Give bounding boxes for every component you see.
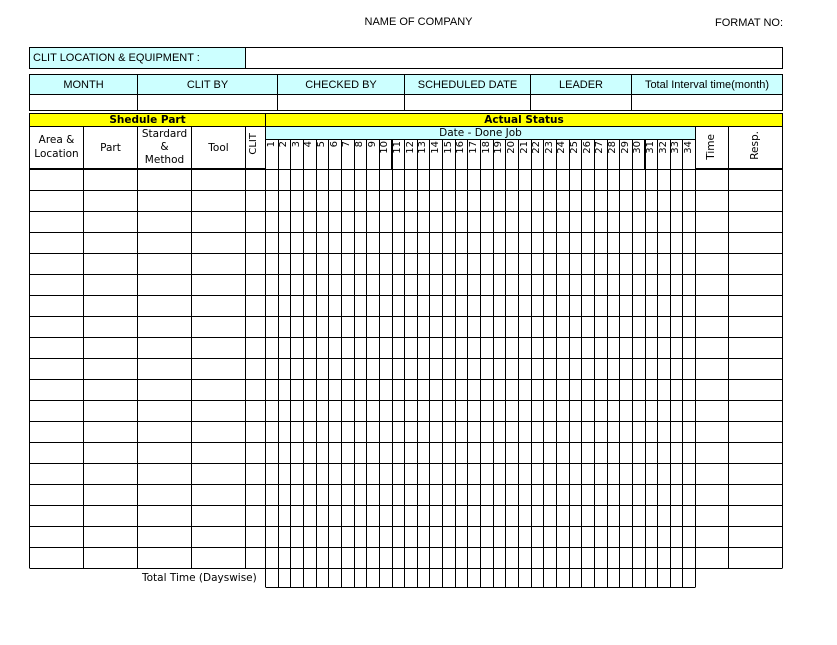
day-number: 15	[442, 141, 454, 154]
method-cell[interactable]	[138, 212, 191, 232]
resp-cell[interactable]	[729, 317, 782, 337]
area-cell[interactable]	[30, 191, 83, 211]
day-number: 13	[417, 141, 429, 154]
area-cell[interactable]	[30, 317, 83, 337]
day-number: 33	[670, 141, 682, 154]
part-cell[interactable]	[84, 212, 137, 232]
method-cell[interactable]	[138, 401, 191, 421]
day-number: 25	[569, 141, 581, 154]
day-number: 1	[265, 141, 277, 148]
day-number: 5	[316, 141, 328, 148]
time-cell[interactable]	[696, 380, 728, 400]
time-cell[interactable]	[696, 464, 728, 484]
clit-header-label: CLIT	[248, 133, 259, 155]
time-cell[interactable]	[696, 548, 728, 568]
day-number: 24	[556, 141, 568, 154]
tool-cell[interactable]	[192, 527, 245, 547]
tool-cell[interactable]	[192, 401, 245, 421]
area-location-header: Area & Location	[29, 126, 84, 169]
tool-cell[interactable]	[192, 338, 245, 358]
area-cell[interactable]	[30, 338, 83, 358]
clit-cell[interactable]	[246, 443, 265, 463]
method-cell[interactable]	[138, 296, 191, 316]
day-number: 28	[607, 141, 619, 154]
day-number: 11	[392, 141, 403, 154]
tool-cell[interactable]	[192, 548, 245, 568]
month-header: MONTH	[29, 74, 138, 95]
part-cell[interactable]	[84, 170, 137, 190]
checked-by-header: CHECKED BY	[277, 74, 405, 95]
area-cell[interactable]	[30, 233, 83, 253]
time-cell[interactable]	[696, 254, 728, 274]
method-cell[interactable]	[138, 338, 191, 358]
resp-header-label: Resp.	[749, 131, 761, 160]
day-number: 23	[543, 141, 555, 154]
tool-cell[interactable]	[192, 170, 245, 190]
resp-cell[interactable]	[729, 422, 782, 442]
part-cell[interactable]	[84, 464, 137, 484]
area-cell[interactable]	[30, 422, 83, 442]
method-cell[interactable]	[138, 422, 191, 442]
clit-cell[interactable]	[246, 359, 265, 379]
tool-cell[interactable]	[192, 380, 245, 400]
part-cell[interactable]	[84, 254, 137, 274]
clit-cell[interactable]	[246, 422, 265, 442]
resp-cell[interactable]	[729, 191, 782, 211]
tool-cell[interactable]	[192, 296, 245, 316]
day-number: 12	[404, 141, 416, 154]
day-number: 32	[657, 141, 669, 154]
part-cell[interactable]	[84, 506, 137, 526]
area-cell[interactable]	[30, 254, 83, 274]
part-cell[interactable]	[84, 443, 137, 463]
method-cell[interactable]	[138, 443, 191, 463]
resp-cell[interactable]	[729, 380, 782, 400]
resp-cell[interactable]	[729, 338, 782, 358]
area-cell[interactable]	[30, 359, 83, 379]
part-cell[interactable]	[84, 422, 137, 442]
location-label: CLIT LOCATION & EQUIPMENT :	[29, 47, 246, 69]
part-cell[interactable]	[84, 401, 137, 421]
tool-cell[interactable]	[192, 317, 245, 337]
clit-cell[interactable]	[246, 485, 265, 505]
part-cell[interactable]	[84, 485, 137, 505]
method-cell[interactable]	[138, 548, 191, 568]
day-number: 20	[505, 141, 517, 154]
clit-cell[interactable]	[246, 338, 265, 358]
area-cell[interactable]	[30, 527, 83, 547]
leader-header: LEADER	[530, 74, 632, 95]
tool-cell[interactable]	[192, 359, 245, 379]
standard-line1: Stardard	[141, 127, 188, 140]
day-number: 21	[518, 141, 530, 154]
time-cell[interactable]	[696, 506, 728, 526]
day-number: 4	[303, 141, 315, 148]
total-time-label: Total Time (Dayswise)	[142, 572, 257, 584]
day-number: 6	[328, 141, 340, 148]
clit-cell[interactable]	[246, 170, 265, 190]
day-number: 10	[379, 141, 391, 154]
resp-cell[interactable]	[729, 401, 782, 421]
tool-cell[interactable]	[192, 233, 245, 253]
method-cell[interactable]	[138, 380, 191, 400]
clit-cell[interactable]	[246, 506, 265, 526]
standard-line2: &	[160, 140, 169, 153]
method-cell[interactable]	[138, 527, 191, 547]
area-cell[interactable]	[30, 170, 83, 190]
tool-cell[interactable]	[192, 254, 245, 274]
clit-cell[interactable]	[246, 548, 265, 568]
time-cell[interactable]	[696, 422, 728, 442]
tool-header: Tool	[191, 126, 246, 169]
resp-cell[interactable]	[729, 485, 782, 505]
area-cell[interactable]	[30, 464, 83, 484]
day-number: 16	[455, 141, 467, 154]
part-cell[interactable]	[84, 527, 137, 547]
method-cell[interactable]	[138, 464, 191, 484]
time-cell[interactable]	[696, 338, 728, 358]
day-number: 7	[341, 141, 353, 148]
time-cell[interactable]	[696, 401, 728, 421]
day-number: 22	[531, 141, 543, 154]
schedule-part-header: Shedule Part	[29, 113, 266, 127]
method-cell[interactable]	[138, 254, 191, 274]
company-name: NAME OF COMPANY	[364, 16, 473, 28]
clit-cell[interactable]	[246, 464, 265, 484]
method-cell[interactable]	[138, 191, 191, 211]
day-number: 14	[429, 141, 441, 154]
resp-cell[interactable]	[729, 548, 782, 568]
day-number: 3	[290, 141, 302, 148]
resp-cell[interactable]	[729, 359, 782, 379]
time-cell[interactable]	[696, 443, 728, 463]
clit-cell[interactable]	[246, 527, 265, 547]
day-number: 30	[632, 141, 644, 154]
area-cell[interactable]	[30, 296, 83, 316]
tool-cell[interactable]	[192, 485, 245, 505]
part-cell[interactable]	[84, 275, 137, 295]
area-cell[interactable]	[30, 548, 83, 568]
time-cell[interactable]	[696, 359, 728, 379]
clit-cell[interactable]	[246, 380, 265, 400]
area-cell[interactable]	[30, 485, 83, 505]
part-cell[interactable]	[84, 317, 137, 337]
resp-cell[interactable]	[729, 170, 782, 190]
resp-cell[interactable]	[729, 233, 782, 253]
interval-header: Total Interval time(month)	[631, 74, 783, 95]
day-number: 8	[354, 141, 366, 148]
clit-cell[interactable]	[246, 191, 265, 211]
actual-status-header: Actual Status	[265, 113, 783, 127]
clit-cell[interactable]	[246, 212, 265, 232]
part-header: Part	[83, 126, 138, 169]
time-header-label: Time	[705, 134, 717, 160]
part-cell[interactable]	[84, 296, 137, 316]
method-cell[interactable]	[138, 233, 191, 253]
time-cell[interactable]	[696, 296, 728, 316]
resp-cell[interactable]	[729, 506, 782, 526]
area-cell[interactable]	[30, 401, 83, 421]
day-number: 29	[619, 141, 631, 154]
time-cell[interactable]	[696, 317, 728, 337]
method-cell[interactable]	[138, 317, 191, 337]
clit-cell[interactable]	[246, 233, 265, 253]
resp-cell[interactable]	[729, 464, 782, 484]
tool-cell[interactable]	[192, 443, 245, 463]
area-cell[interactable]	[30, 275, 83, 295]
method-cell[interactable]	[138, 275, 191, 295]
day-number: 34	[682, 141, 694, 154]
time-cell[interactable]	[696, 212, 728, 232]
day-number: 9	[366, 141, 378, 148]
clit-cell[interactable]	[246, 317, 265, 337]
part-cell[interactable]	[84, 233, 137, 253]
day-number: 26	[581, 141, 593, 154]
day-number: 2	[278, 141, 290, 148]
tool-cell[interactable]	[192, 191, 245, 211]
area-cell[interactable]	[30, 506, 83, 526]
area-cell[interactable]	[30, 212, 83, 232]
method-cell[interactable]	[138, 485, 191, 505]
part-cell[interactable]	[84, 359, 137, 379]
tool-cell[interactable]	[192, 422, 245, 442]
date-done-header: Date - Done Job	[265, 126, 696, 140]
time-cell[interactable]	[696, 527, 728, 547]
scheduled-date-header: SCHEDULED DATE	[404, 74, 531, 95]
time-cell[interactable]	[696, 170, 728, 190]
format-number: FORMAT NO:	[715, 17, 784, 29]
resp-cell[interactable]	[729, 443, 782, 463]
clit-by-header: CLIT BY	[137, 74, 278, 95]
method-cell[interactable]	[138, 506, 191, 526]
day-number: 19	[493, 141, 505, 154]
resp-cell[interactable]	[729, 212, 782, 232]
day-number: 31	[645, 141, 656, 154]
day-number: 18	[480, 141, 492, 154]
part-cell[interactable]	[84, 380, 137, 400]
day-number: 17	[467, 141, 479, 154]
clit-cell[interactable]	[246, 275, 265, 295]
method-cell[interactable]	[138, 170, 191, 190]
time-cell[interactable]	[696, 191, 728, 211]
tool-cell[interactable]	[192, 212, 245, 232]
time-cell[interactable]	[696, 485, 728, 505]
time-cell[interactable]	[696, 233, 728, 253]
tool-cell[interactable]	[192, 464, 245, 484]
resp-cell[interactable]	[729, 275, 782, 295]
clit-cell[interactable]	[246, 254, 265, 274]
method-cell[interactable]	[138, 359, 191, 379]
tool-cell[interactable]	[192, 506, 245, 526]
area-cell[interactable]	[30, 380, 83, 400]
resp-cell[interactable]	[729, 296, 782, 316]
clit-cell[interactable]	[246, 296, 265, 316]
resp-cell[interactable]	[729, 254, 782, 274]
day-number: 27	[594, 141, 606, 154]
part-cell[interactable]	[84, 338, 137, 358]
clit-cell[interactable]	[246, 401, 265, 421]
standard-line3: Method	[144, 154, 185, 167]
resp-cell[interactable]	[729, 527, 782, 547]
part-cell[interactable]	[84, 191, 137, 211]
tool-cell[interactable]	[192, 275, 245, 295]
time-cell[interactable]	[696, 275, 728, 295]
area-cell[interactable]	[30, 443, 83, 463]
part-cell[interactable]	[84, 548, 137, 568]
